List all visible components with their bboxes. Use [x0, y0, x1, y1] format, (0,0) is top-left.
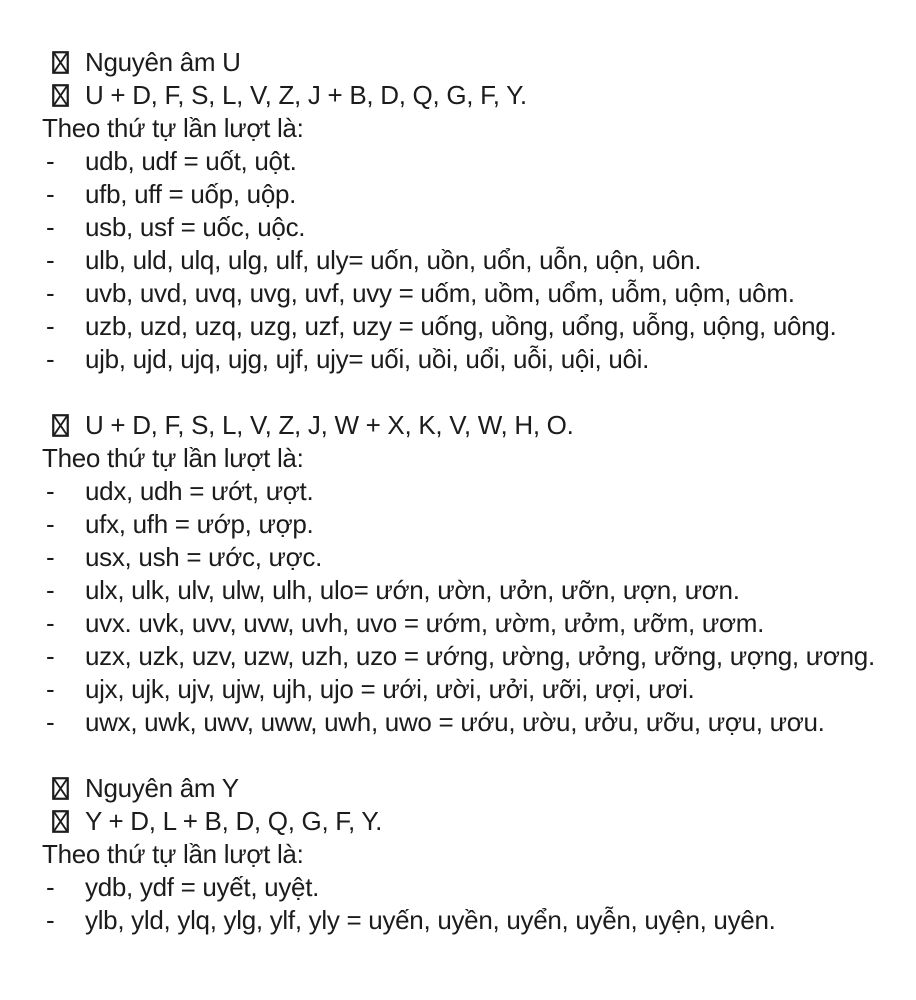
list-item [0, 211, 896, 244]
heading-line [0, 409, 896, 442]
heading-text: Nguyên âm U [85, 47, 241, 77]
dash-marker: - [46, 344, 55, 374]
list-item [0, 475, 896, 508]
list-item-text: uvx. uvk, uvv, uvw, uvh, uvo = ướm, ườm, ưởm, ưỡm, ươm. [85, 608, 765, 638]
dash-marker: - [46, 707, 55, 737]
dash-marker: - [46, 674, 55, 704]
list-item-text: uzb, uzd, uzq, uzg, uzf, uzy = uống, uồng, uổng, uỗng, uộng, uông. [85, 311, 837, 341]
dash-marker: - [46, 575, 55, 605]
list-item [0, 706, 896, 739]
list-item-text: usx, ush = ước, ược. [85, 542, 323, 572]
dash-marker: - [46, 542, 55, 572]
missing-glyph-box-icon [52, 810, 69, 833]
list-item [0, 607, 896, 640]
list-item-text: ujb, ujd, ujq, ujg, ujf, ujy= uối, uồi, uổi, uỗi, uội, uôi. [85, 344, 650, 374]
list-item-text: uwx, uwk, uwv, uww, uwh, uwo = ướu, ườu, ưởu, ưỡu, ượu, ươu. [85, 707, 825, 737]
heading-text: U + D, F, S, L, V, Z, J, W + X, K, V, W, H, O. [85, 410, 574, 440]
list-item-text: ulb, uld, ulq, ulg, ulf, uly= uốn, uồn, uổn, uỗn, uộn, uôn. [85, 245, 702, 275]
missing-glyph-box-icon [52, 84, 69, 107]
list-item [0, 310, 896, 343]
list-item-text: ufb, uff = uốp, uộp. [85, 179, 297, 209]
list-item [0, 508, 896, 541]
heading-line [0, 46, 896, 79]
heading-text: Y + D, L + B, D, Q, G, F, Y. [85, 806, 382, 836]
dash-marker: - [46, 311, 55, 341]
list-item-text: ulx, ulk, ulv, ulw, ulh, ulo= ướn, ườn, ưởn, ưỡn, ượn, ươn. [85, 575, 740, 605]
list-item [0, 574, 896, 607]
list-item [0, 277, 896, 310]
heading-line [0, 79, 896, 112]
missing-glyph-box-icon [52, 51, 69, 74]
heading-line [0, 805, 896, 838]
list-item [0, 673, 896, 706]
list-item [0, 640, 896, 673]
list-item [0, 178, 896, 211]
dash-marker: - [46, 476, 55, 506]
dash-marker: - [46, 509, 55, 539]
list-item [0, 145, 896, 178]
dash-marker: - [46, 146, 55, 176]
list-item [0, 541, 896, 574]
list-item-text: uzx, uzk, uzv, uzw, uzh, uzo = ướng, ường, ưởng, ưỡng, ượng, ương. [85, 641, 875, 671]
section [0, 772, 896, 937]
list-item-text: ydb, ydf = uyết, uyệt. [85, 872, 320, 902]
heading-line [0, 772, 896, 805]
list-item-text: usb, usf = uốc, uộc. [85, 212, 306, 242]
dash-marker: - [46, 641, 55, 671]
dash-marker: - [46, 608, 55, 638]
missing-glyph-box-icon [52, 777, 69, 800]
intro-text: Theo thứ tự lần lượt là: [42, 443, 304, 473]
list-item [0, 244, 896, 277]
dash-marker: - [46, 212, 55, 242]
dash-marker: - [46, 872, 55, 902]
dash-marker: - [46, 278, 55, 308]
list-item-text: udx, udh = ướt, ượt. [85, 476, 314, 506]
list-item-text: ufx, ufh = ướp, ượp. [85, 509, 314, 539]
intro-text: Theo thứ tự lần lượt là: [42, 113, 304, 143]
heading-text: Nguyên âm Y [85, 773, 239, 803]
list-item-text: udb, udf = uốt, uột. [85, 146, 297, 176]
section [0, 409, 896, 739]
list-item [0, 871, 896, 904]
list-item-text: ujx, ujk, ujv, ujw, ujh, ujo = ưới, ười, ưởi, ưỡi, ượi, ươi. [85, 674, 695, 704]
intro-line [0, 112, 896, 145]
intro-line [0, 442, 896, 475]
missing-glyph-box-icon [52, 414, 69, 437]
list-item-text: uvb, uvd, uvq, uvg, uvf, uvy = uốm, uồm, uổm, uỗm, uộm, uôm. [85, 278, 795, 308]
list-item-text: ylb, yld, ylq, ylg, ylf, yly = uyến, uyền, uyển, uyễn, uyện, uyên. [85, 905, 776, 935]
section [0, 46, 896, 376]
intro-text: Theo thứ tự lần lượt là: [42, 839, 304, 869]
dash-marker: - [46, 245, 55, 275]
intro-line [0, 838, 896, 871]
list-item [0, 343, 896, 376]
dash-marker: - [46, 905, 55, 935]
list-item [0, 904, 896, 937]
dash-marker: - [46, 179, 55, 209]
heading-text: U + D, F, S, L, V, Z, J + B, D, Q, G, F, Y. [85, 80, 527, 110]
